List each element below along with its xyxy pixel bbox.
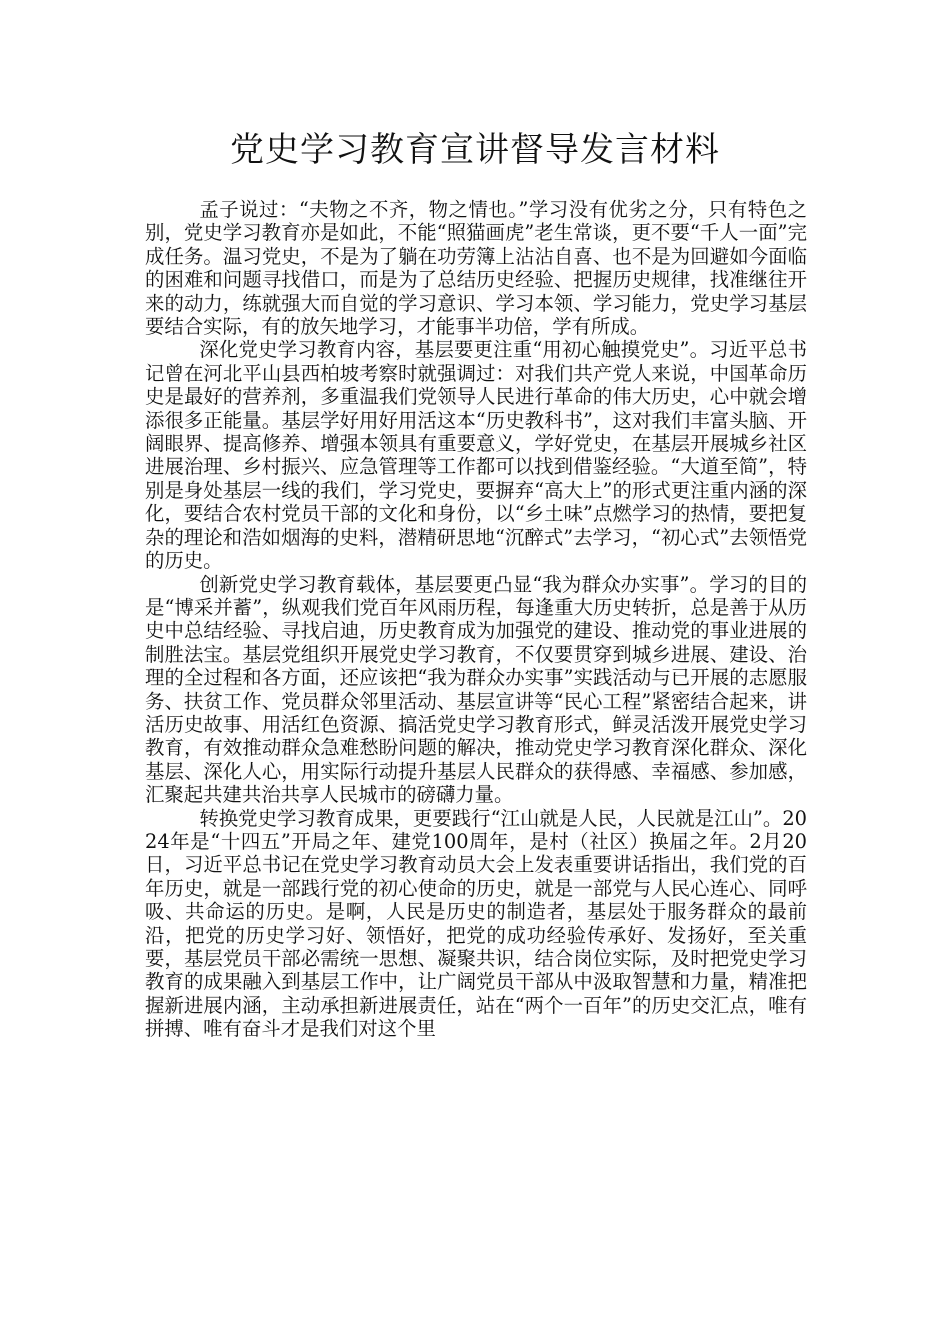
paragraph-3: 创新党史学习教育载体，基层要更凸显“我为群众办实事”。学习的目的是“博采并蓄”，纵观我们党百年风雨历程，每逢重大历史转折，总是善于从历史中总结经验、寻找启迪，历史教育成为加强党的建设、推动党的事业进展的制胜法宝。基层党组织开展党史学习教育，不仅要贯穿到城乡进展、建设、治理的全过程和各方面，还应该把“我为群众办实事”实践活动与已开展的志愿服务、扶贫工作、党员群众邻里活动、基层宣讲等“民心工程”紧密结合起来，讲活历史故事、用活红色资源、搞活党史学习教育形式，鲜灵活泼开展党史学习教育，有效推动群众急难愁盼问题的解决，推动党史学习教育深化群众、深化基层、深化人心，用实际行动提升基层人民群众的获得感、幸福感、参加感，汇聚起共建共治共享人民城市的磅礴力量。: [145, 572, 807, 807]
document-body: [145, 198, 807, 1041]
document-title: 党史学习教育宣讲督导发言材料: [230, 130, 720, 170]
paragraph-4: 转换党史学习教育成果，更要践行“江山就是人民，人民就是江山”。2024年是“十四五”开局之年、建党100周年，是村（社区）换届之年。2月20日，习近平总书记在党史学习教育动员大会上发表重要讲话指出，我们党的百年历史，就是一部践行党的初心使命的历史，就是一部党与人民心连心、同呼吸、共命运的历史。是啊，人民是历史的制造者，基层处于服务群众的最前沿，把党的历史学习好、领悟好，把党的成功经验传承好、发扬好，至关重要，基层党员干部必需统一思想、凝聚共识，结合岗位实际，及时把党史学习教育的成果融入到基层工作中，让广阔党员干部从中汲取智慧和力量，精准把握新进展内涵，主动承担新进展责任，站在“两个一百年”的历史交汇点，唯有拼搏、唯有奋斗才是我们对这个里: [145, 806, 807, 1041]
paragraph-2: 深化党史学习教育内容，基层要更注重“用初心触摸党史”。习近平总书记曾在河北平山县西柏坡考察时就强调过：对我们共产党人来说，中国革命历史是最好的营养剂，多重温我们党领导人民进行革命的伟大历史，心中就会增添很多正能量。基层学好用好用活这本“历史教科书”，这对我们丰富头脑、开阔眼界、提高修养、增强本领具有重要意义，学好党史，在基层开展城乡社区进展治理、乡村振兴、应急管理等工作都可以找到借鉴经验。“大道至简”，特别是身处基层一线的我们，学习党史，要摒弃“高大上”的形式更注重内涵的深化，要结合农村党员干部的文化和身份，以“乡土味”点燃学习的热情，要把复杂的理论和浩如烟海的史料，潜精研思地“沉醉式”去学习，“初心式”去领悟党的历史。: [145, 338, 807, 573]
paragraph-1: 孟子说过：“夫物之不齐，物之情也。”学习没有优劣之分，只有特色之别，党史学习教育亦是如此，不能“照猫画虎”老生常谈，更不要“千人一面”完成任务。温习党史，不是为了躺在功劳簿上沾沾自喜、也不是为回避如今面临的困难和问题寻找借口，而是为了总结历史经验、把握历史规律，找准继往开来的动力，练就强大而自觉的学习意识、学习本领、学习能力，党史学习基层要结合实际，有的放矢地学习，才能事半功倍，学有所成。: [145, 198, 807, 339]
